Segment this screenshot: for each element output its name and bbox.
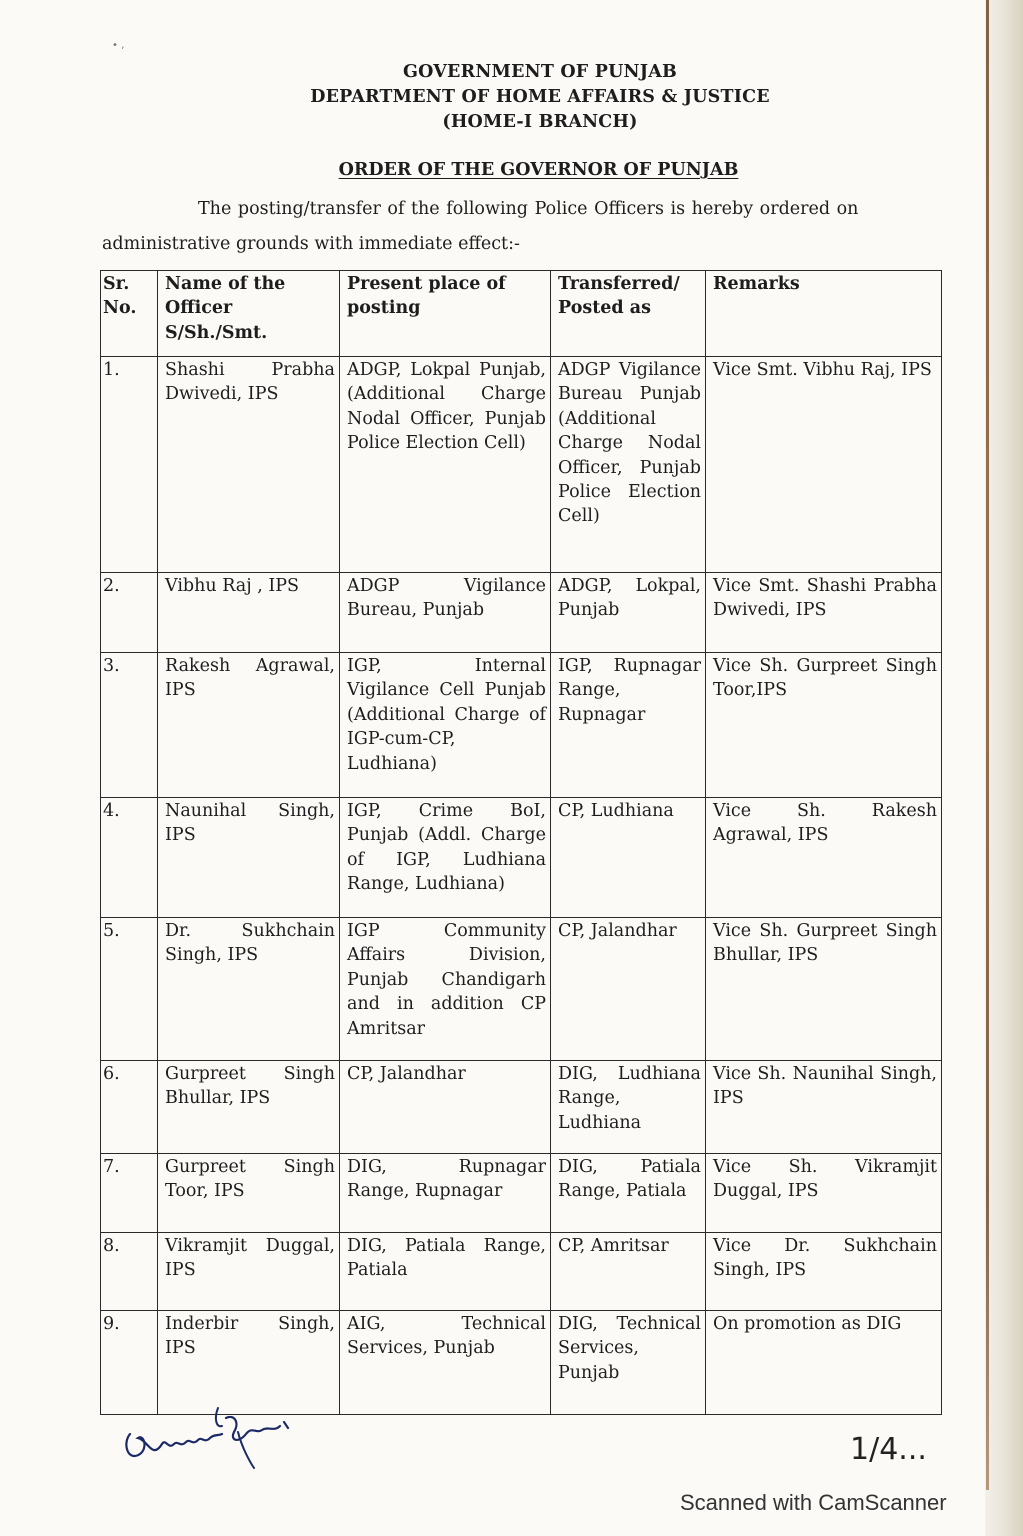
table-row — [101, 918, 942, 1061]
cell-posted: CP, Ludhiana — [551, 798, 706, 918]
cell-remarks: Vice Sh. Rakesh Agrawal, IPS — [706, 798, 942, 918]
camscanner-watermark: Scanned with CamScanner — [680, 1490, 947, 1515]
table-row — [101, 798, 942, 918]
col-header-sr-no: Sr. No. — [101, 271, 158, 357]
table-row — [101, 573, 942, 653]
cell-posted: ADGP Vigilance Bureau Punjab (Additional Charge Nodal Officer, Punjab Police Election Cell) — [551, 357, 706, 573]
cell-present: IGP Community Affairs Division, Punjab Chandigarh and in addition CP Amritsar — [340, 918, 551, 1061]
cell-sr: 3. — [101, 653, 158, 798]
cell-present: DIG, Rupnagar Range, Rupnagar — [340, 1154, 551, 1233]
page-number: 1/4... — [850, 1432, 927, 1467]
cell-sr: 2. — [101, 573, 158, 653]
cell-sr: 9. — [101, 1311, 158, 1415]
cell-remarks: Vice Sh. Gurpreet Singh Bhullar, IPS — [706, 918, 942, 1061]
header-branch: (HOME-I BRANCH) — [442, 112, 638, 132]
col-header-name: Name of the Officer S/Sh./Smt. — [158, 271, 340, 357]
cell-sr: 1. — [101, 357, 158, 573]
cell-posted: DIG, Ludhiana Range, Ludhiana — [551, 1061, 706, 1154]
cell-remarks: Vice Sh. Naunihal Singh, IPS — [706, 1061, 942, 1154]
cell-name: Vibhu Raj , IPS — [158, 573, 340, 653]
transfer-table — [100, 270, 942, 1415]
cell-present: CP, Jalandhar — [340, 1061, 551, 1154]
cell-posted: DIG, Technical Services, Punjab — [551, 1311, 706, 1415]
table-row — [101, 357, 942, 573]
cell-name: Naunihal Singh, IPS — [158, 798, 340, 918]
col-header-posted-as: Transferred/ Posted as — [551, 271, 706, 357]
col-header-present-posting: Present place of posting — [340, 271, 551, 357]
cell-sr: 7. — [101, 1154, 158, 1233]
cell-sr: 6. — [101, 1061, 158, 1154]
cell-remarks: Vice Sh. Vikramjit Duggal, IPS — [706, 1154, 942, 1233]
table-header-row — [101, 271, 942, 357]
cell-name: Gurpreet Singh Toor, IPS — [158, 1154, 340, 1233]
signature-icon — [118, 1404, 318, 1484]
cell-name: Rakesh Agrawal, IPS — [158, 653, 340, 798]
cell-name: Gurpreet Singh Bhullar, IPS — [158, 1061, 340, 1154]
table-row — [101, 1311, 942, 1415]
header-department: DEPARTMENT OF HOME AFFAIRS & JUSTICE — [310, 87, 770, 107]
cell-present: DIG, Patiala Range, Patiala — [340, 1233, 551, 1311]
cell-remarks: Vice Dr. Sukhchain Singh, IPS — [706, 1233, 942, 1311]
cell-name: Vikramjit Duggal, IPS — [158, 1233, 340, 1311]
page-edge — [985, 0, 1023, 1536]
cell-remarks: Vice Smt. Vibhu Raj, IPS — [706, 357, 942, 573]
cell-present: ADGP Vigilance Bureau, Punjab — [340, 573, 551, 653]
cell-remarks: On promotion as DIG — [706, 1311, 942, 1415]
cell-remarks: Vice Sh. Gurpreet Singh Toor,IPS — [706, 653, 942, 798]
document-header — [230, 60, 850, 135]
table-row — [101, 1154, 942, 1233]
cell-sr: 8. — [101, 1233, 158, 1311]
cell-present: IGP, Internal Vigilance Cell Punjab (Additional Charge of IGP-cum-CP, Ludhiana) — [340, 653, 551, 798]
header-government: GOVERNMENT OF PUNJAB — [403, 62, 677, 82]
table-row — [101, 653, 942, 798]
cell-posted: ADGP, Lokpal, Punjab — [551, 573, 706, 653]
col-header-remarks: Remarks — [706, 271, 942, 357]
cell-posted: CP, Amritsar — [551, 1233, 706, 1311]
cell-present: IGP, Crime BoI, Punjab (Addl. Charge of IGP, Ludhiana Range, Ludhiana) — [340, 798, 551, 918]
intro-line-1: The posting/transfer of the following Police Officers is hereby ordered on — [198, 199, 859, 219]
cell-posted: CP, Jalandhar — [551, 918, 706, 1061]
cell-name: Shashi Prabha Dwivedi, IPS — [158, 357, 340, 573]
cell-sr: 4. — [101, 798, 158, 918]
table-row — [101, 1233, 942, 1311]
cell-sr: 5. — [101, 918, 158, 1061]
table-row — [101, 1061, 942, 1154]
cell-name: Inderbir Singh, IPS — [158, 1311, 340, 1415]
intro-line-2: administrative grounds with immediate effect:- — [102, 234, 520, 254]
cell-remarks: Vice Smt. Shashi Prabha Dwivedi, IPS — [706, 573, 942, 653]
scan-speck: • ‚ — [112, 40, 125, 51]
cell-posted: IGP, Rupnagar Range, Rupnagar — [551, 653, 706, 798]
order-title: ORDER OF THE GOVERNOR OF PUNJAB — [338, 160, 739, 180]
page-edge-line — [986, 0, 989, 1490]
cell-name: Dr. Sukhchain Singh, IPS — [158, 918, 340, 1061]
cell-posted: DIG, Patiala Range, Patiala — [551, 1154, 706, 1233]
cell-present: ADGP, Lokpal Punjab, (Additional Charge Nodal Officer, Punjab Police Election Cell) — [340, 357, 551, 573]
cell-present: AIG, Technical Services, Punjab — [340, 1311, 551, 1415]
